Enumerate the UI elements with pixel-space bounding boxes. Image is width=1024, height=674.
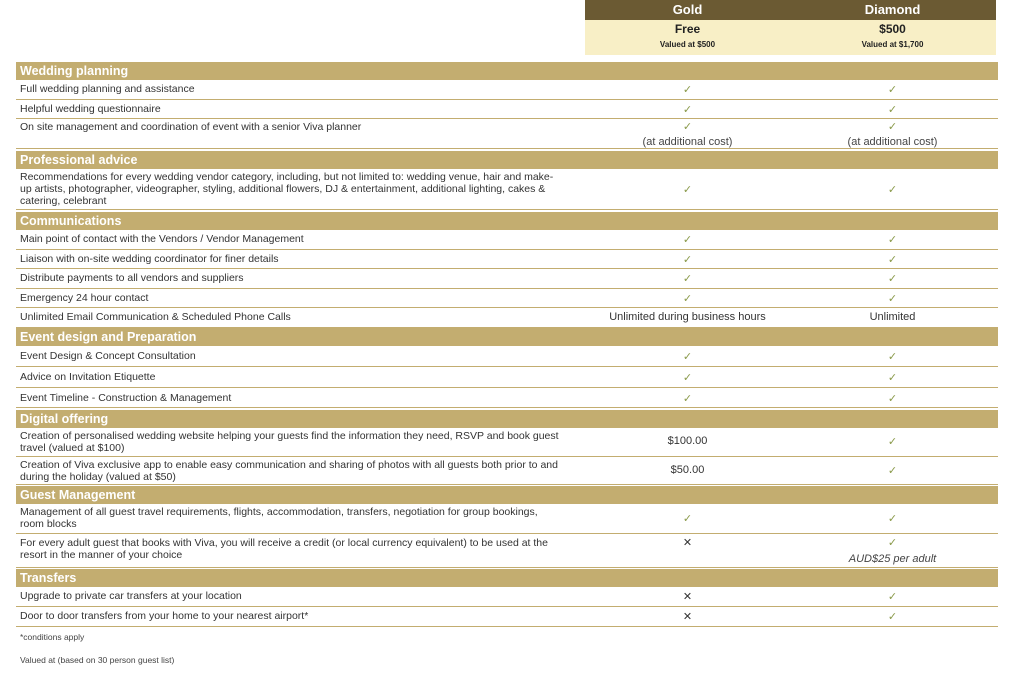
tier-diamond-price: $500 — [879, 22, 906, 36]
gold-check-icon: ✓ — [682, 121, 693, 133]
tier-header — [585, 0, 996, 55]
diamond-check-icon: ✓ — [887, 465, 898, 477]
section-header-transfers: Transfers — [16, 569, 998, 587]
tier-gold-price: Free — [674, 22, 701, 36]
table-row — [16, 367, 998, 388]
section-header-professional-advice: Professional advice — [16, 151, 998, 169]
tier-gold — [585, 0, 790, 55]
feature-label: Door to door transfers from your home to your nearest airport* — [20, 610, 309, 622]
table-row — [16, 308, 998, 328]
table-row — [16, 100, 998, 119]
gold-cross-icon: ✕ — [682, 537, 693, 549]
section-header-communications: Communications — [16, 212, 998, 230]
diamond-check-icon: ✓ — [887, 513, 898, 525]
table-row — [16, 534, 998, 568]
gold-cross-icon: ✕ — [682, 591, 693, 603]
gold-check-icon: ✓ — [682, 393, 693, 405]
table-row — [16, 457, 998, 485]
table-row — [16, 80, 998, 100]
tier-diamond-name: Diamond — [864, 2, 921, 17]
footnote-valued: Valued at (based on 30 person guest list) — [20, 655, 175, 665]
diamond-check-icon: ✓ — [887, 184, 898, 196]
feature-label: Helpful wedding questionnaire — [20, 103, 161, 115]
feature-label: Advice on Invitation Etiquette — [20, 371, 156, 383]
tier-gold-name: Gold — [672, 2, 703, 17]
section-header-guest-management: Guest Management — [16, 486, 998, 504]
diamond-check-icon: ✓ — [887, 537, 898, 549]
gold-check-icon: ✓ — [682, 351, 693, 363]
diamond-check-icon: ✓ — [887, 611, 898, 623]
table-row — [16, 428, 998, 457]
diamond-check-icon: ✓ — [887, 372, 898, 384]
gold-check-icon: ✓ — [682, 254, 693, 266]
feature-label: On site management and coordination of event with a senior Viva planner — [20, 121, 362, 133]
feature-label: Upgrade to private car transfers at your location — [20, 590, 242, 602]
gold-value: $50.00 — [670, 464, 705, 476]
feature-label: Main point of contact with the Vendors / Vendor Management — [20, 233, 304, 245]
section-header-event-design: Event design and Preparation — [16, 328, 998, 346]
diamond-check-icon: ✓ — [887, 104, 898, 116]
table-row — [16, 289, 998, 308]
gold-check-icon: ✓ — [682, 293, 693, 305]
diamond-check-icon: ✓ — [887, 591, 898, 603]
feature-label: Distribute payments to all vendors and suppliers — [20, 272, 244, 284]
table-row — [16, 269, 998, 289]
feature-label: Full wedding planning and assistance — [20, 83, 195, 95]
diamond-note: (at additional cost) — [847, 136, 938, 148]
feature-label: Liaison with on-site wedding coordinator for finer details — [20, 253, 279, 265]
tier-diamond — [790, 0, 995, 55]
tier-gold-valued: Valued at $500 — [659, 40, 716, 49]
gold-check-icon: ✓ — [682, 234, 693, 246]
feature-label: Event Timeline - Construction & Management — [20, 392, 232, 404]
feature-label: Creation of personalised wedding website helping your guests find the information they need, RSVP and book guest travel (valued at $100) — [20, 430, 559, 454]
gold-check-icon: ✓ — [682, 184, 693, 196]
diamond-check-icon: ✓ — [887, 293, 898, 305]
feature-label: For every adult guest that books with Viva, you will receive a credit (or local currency equivalent) to be used at the resort in the manner of your choice — [20, 537, 548, 561]
feature-label: Unlimited Email Communication & Scheduled Phone Calls — [20, 311, 291, 323]
feature-label: Event Design & Concept Consultation — [20, 350, 196, 362]
diamond-check-icon: ✓ — [887, 273, 898, 285]
diamond-check-icon: ✓ — [887, 234, 898, 246]
diamond-check-icon: ✓ — [887, 351, 898, 363]
gold-value: Unlimited during business hours — [609, 311, 766, 323]
gold-cross-icon: ✕ — [682, 611, 693, 623]
diamond-check-icon: ✓ — [887, 393, 898, 405]
feature-label: Creation of Viva exclusive app to enable easy communication and sharing of photos with all guests both prior to and during the holiday (valued at $50) — [20, 459, 558, 483]
gold-check-icon: ✓ — [682, 372, 693, 384]
table-row — [16, 346, 998, 367]
gold-value: $100.00 — [667, 435, 708, 447]
table-row — [16, 504, 998, 534]
diamond-note: AUD$25 per adult — [848, 553, 937, 565]
table-row — [16, 250, 998, 269]
table-row — [16, 230, 998, 250]
gold-check-icon: ✓ — [682, 104, 693, 116]
diamond-value: Unlimited — [869, 311, 916, 323]
table-row — [16, 607, 998, 627]
feature-label: Recommendations for every wedding vendor category, including, but not limited to: wedding venue, hair and make-up artists, photographer, videographer, styling, additional flowers, DJ & entertainment, additional lighting, cakes & catering, celebrant — [20, 171, 554, 207]
section-header-wedding-planning: Wedding planning — [16, 62, 998, 80]
diamond-check-icon: ✓ — [887, 84, 898, 96]
gold-check-icon: ✓ — [682, 273, 693, 285]
gold-note: (at additional cost) — [642, 136, 733, 148]
gold-check-icon: ✓ — [682, 513, 693, 525]
table-row — [16, 587, 998, 607]
table-row — [16, 119, 998, 149]
feature-label: Emergency 24 hour contact — [20, 292, 149, 304]
diamond-check-icon: ✓ — [887, 121, 898, 133]
gold-check-icon: ✓ — [682, 84, 693, 96]
table-row — [16, 169, 998, 210]
diamond-check-icon: ✓ — [887, 254, 898, 266]
table-row — [16, 388, 998, 408]
footnote-conditions: *conditions apply — [20, 632, 85, 642]
section-header-digital-offering: Digital offering — [16, 410, 998, 428]
diamond-check-icon: ✓ — [887, 436, 898, 448]
feature-label: Management of all guest travel requirements, flights, accommodation, transfers, negotiation for group bookings, room blocks — [20, 506, 538, 530]
tier-diamond-valued: Valued at $1,700 — [861, 40, 924, 49]
